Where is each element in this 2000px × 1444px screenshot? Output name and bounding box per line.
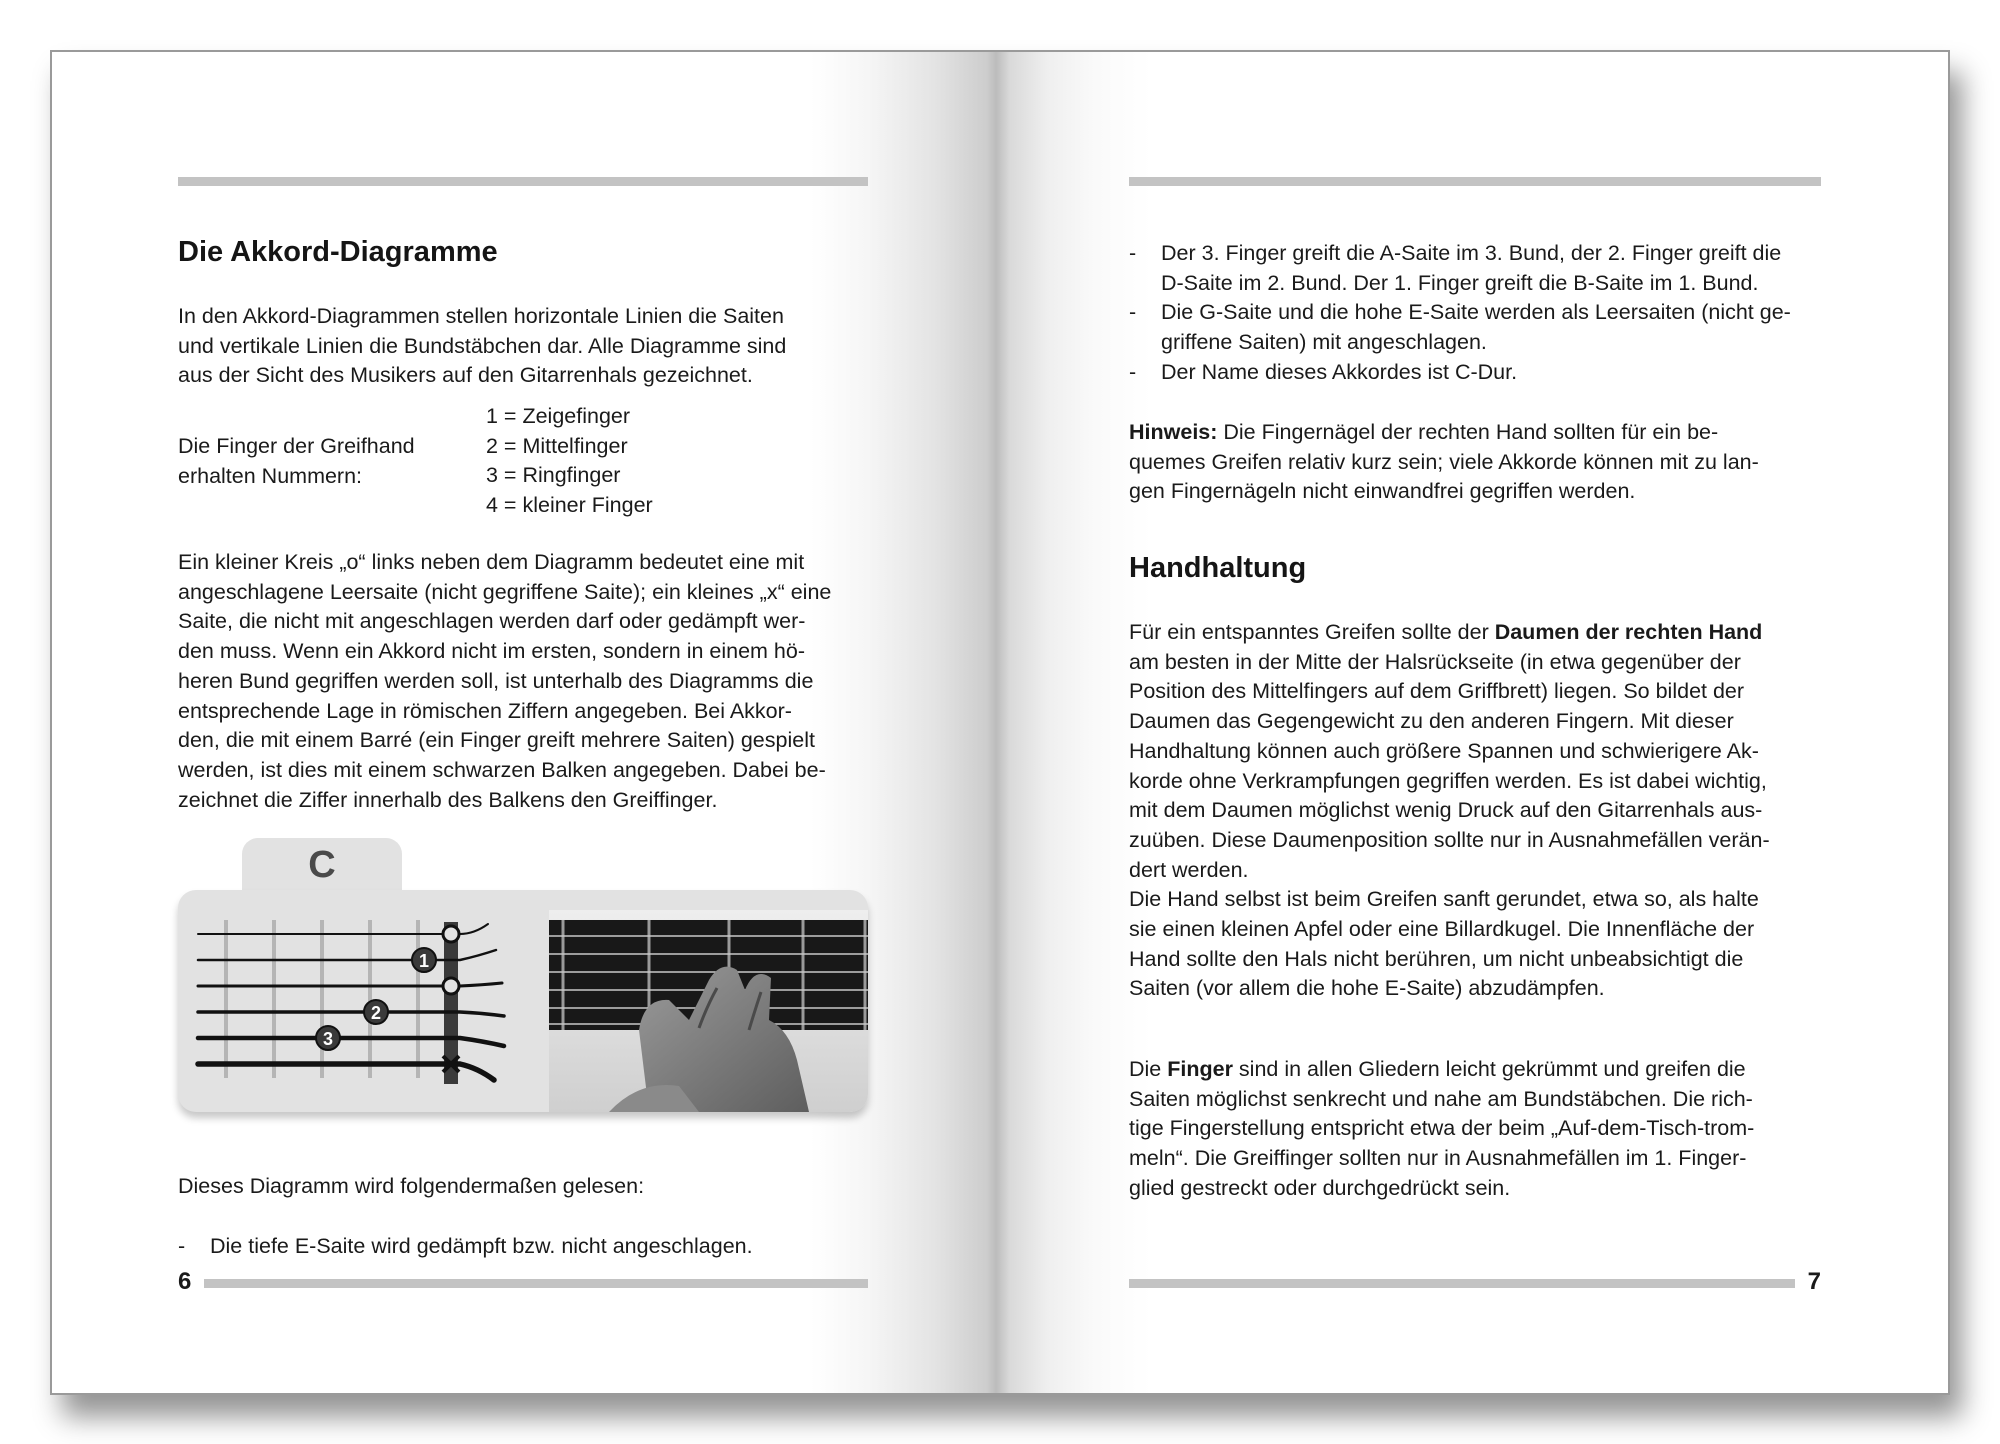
list-item (1129, 358, 1821, 388)
text-line (1129, 618, 1821, 648)
finger-number-list (486, 402, 653, 521)
text-line: Saiten möglichst senkrecht und nahe am Bundstäbchen. Die rich- (1129, 1086, 1753, 1111)
text-span: Die (1129, 1057, 1168, 1081)
text-line: Daumen das Gegengewicht zu den anderen Fingern. Mit dieser (1129, 709, 1734, 734)
reading-bullets-continued (1129, 239, 1821, 388)
text-line: zeichnet die Ziffer innerhalb des Balkens den Greiffinger. (178, 787, 718, 812)
text-line: und vertikale Linien die Bundstäbchen dar. Alle Diagramme sind (178, 333, 787, 358)
bullet-text: D-Saite im 2. Bund. Der 1. Finger greift die B-Saite im 1. Bund. (1161, 270, 1759, 295)
string-a (198, 1038, 504, 1046)
body-paragraph (178, 548, 868, 815)
text-line: gen Fingernägeln nicht einwandfrei gegriffen werden. (1129, 479, 1636, 504)
text-span: Für ein entspanntes Greifen sollte der (1129, 620, 1495, 644)
text-line: den muss. Wenn ein Akkord nicht im ersten, sondern in einem hö- (178, 639, 806, 664)
text-line: quemes Greifen relativ kurz sein; viele Akkorde können mit zu lan- (1129, 449, 1759, 474)
finger-dot-label: 1 (418, 951, 430, 971)
bullet-dash: - (1129, 359, 1137, 384)
list-item: 1 = Zeigefinger (486, 404, 631, 428)
text-line: glied gestreckt oder durchgedrückt sein. (1129, 1175, 1511, 1200)
text-line: tige Fingerstellung entspricht etwa der beim „Auf-dem-Tisch-trom- (1129, 1116, 1755, 1141)
bullet-text: Der Name dieses Akkordes ist C-Dur. (1161, 359, 1518, 384)
text-span: sind in allen Gliedern leicht gekrümmt und greifen die (1232, 1057, 1746, 1081)
section-heading: Handhaltung (1129, 552, 1307, 584)
text-line: Saiten (vor allem die hohe E-Saite) abzudämpfen. (1129, 976, 1605, 1001)
text-line: dert werden. (1129, 857, 1249, 882)
text-line: entsprechende Lage in römischen Ziffern angegeben. Bei Akkor- (178, 698, 792, 723)
open-string-marker (443, 978, 459, 994)
chord-grid (178, 890, 549, 1112)
text-line: Position des Mittelfingers auf dem Griffbrett) liegen. So bildet der (1129, 679, 1745, 704)
finger-label (178, 432, 415, 491)
finger-dot-label: 2 (370, 1003, 382, 1023)
hint-paragraph (1129, 418, 1821, 507)
finger-paragraph (1129, 1055, 1821, 1204)
text-line: Die Finger der Greifhand (178, 434, 415, 458)
text-line: werden, ist dies mit einem schwarzen Balken angegeben. Dabei be- (178, 757, 826, 782)
finger-dot-label: 3 (322, 1029, 334, 1049)
text-line: erhalten Nummern: (178, 463, 363, 488)
bullet-dash: - (178, 1234, 186, 1258)
text-line: Die Hand selbst ist beim Greifen sanft gerundet, etwa so, als halte (1129, 887, 1759, 912)
text-line: den, die mit einem Barré (ein Finger greift mehrere Saiten) gespielt (178, 728, 815, 753)
intro-paragraph (178, 302, 868, 391)
text-line: Handhaltung können auch größere Spannen und schwierigere Ak- (1129, 738, 1759, 763)
chord-name: C (308, 844, 336, 886)
thumb-paragraph (1129, 618, 1821, 1004)
emphasis: Daumen der rechten Hand (1494, 620, 1763, 644)
fretboard-hand-image (549, 910, 868, 1112)
bullet-text: Der 3. Finger greift die A-Saite im 3. Bund, der 2. Finger greift die (1161, 241, 1782, 265)
finger-dot (412, 948, 436, 972)
bullet-text: Die tiefe E-Saite wird gedämpft bzw. nicht angeschlagen. (210, 1234, 753, 1258)
list-item (178, 1232, 868, 1262)
header-rule (1129, 177, 1821, 186)
open-book (50, 50, 1950, 1395)
footer-rule (1129, 1279, 1795, 1288)
text-line: Saite, die nicht mit angeschlagen werden darf oder gedämpft wer- (178, 609, 806, 634)
bullet-dash: - (1129, 241, 1137, 265)
finger-dot (316, 1026, 340, 1050)
reading-intro: Dieses Diagramm wird folgendermaßen gelesen: (178, 1174, 645, 1198)
hint-label: Hinweis: (1129, 420, 1218, 444)
footer-rule (204, 1279, 868, 1288)
list-item: 2 = Mittelfinger (486, 433, 628, 458)
open-string-marker (443, 926, 459, 942)
text-line: Ein kleiner Kreis „o“ links neben dem Diagramm bedeutet eine mit (178, 550, 805, 574)
header-rule (178, 177, 868, 186)
reading-bullets (178, 1232, 868, 1262)
left-page (178, 52, 868, 1393)
text-line: meln“. Die Greiffinger sollten nur in Ausnahmefällen im 1. Finger- (1129, 1146, 1747, 1171)
chord-diagram (178, 890, 868, 1112)
text-line: mit dem Daumen möglichst wenig Druck auf den Gitarrenhals aus- (1129, 798, 1763, 823)
chord-name-tab (242, 838, 402, 898)
bullet-text: griffene Saiten) mit angeschlagen. (1161, 330, 1487, 355)
text-line (1129, 418, 1821, 448)
text-line: zuüben. Diese Daumenposition sollte nur in Ausnahmefällen verän- (1129, 827, 1770, 852)
emphasis: Finger (1167, 1057, 1233, 1081)
list-item (1129, 298, 1821, 357)
text-line: korde ohne Verkrampfungen gegriffen werden. Es ist dabei wichtig, (1129, 768, 1767, 793)
text-line: aus der Sicht des Musikers auf den Gitarrenhals gezeichnet. (178, 363, 753, 388)
text-line: Hand sollte den Hals nicht berühren, um nicht unbeabsichtigt die (1129, 946, 1744, 971)
section-heading: Die Akkord-Diagramme (178, 236, 498, 268)
list-item (1129, 239, 1821, 298)
text-line: In den Akkord-Diagrammen stellen horizontale Linien die Saiten (178, 304, 784, 328)
bullet-text: Die G-Saite und die hohe E-Saite werden als Leersaiten (nicht ge- (1161, 300, 1791, 325)
finger-dot (364, 1000, 388, 1024)
page-number: 7 (1807, 1268, 1821, 1295)
text-line (1129, 1055, 1821, 1085)
text-line: heren Bund gegriffen werden soll, ist unterhalb des Diagramms die (178, 668, 814, 693)
bullet-dash: - (1129, 300, 1137, 325)
list-item: 3 = Ringfinger (486, 463, 621, 488)
text-line: angeschlagene Leersaite (nicht gegriffene Saite); ein kleines „x“ eine (178, 579, 832, 604)
page-number: 6 (178, 1268, 192, 1295)
list-item: 4 = kleiner Finger (486, 493, 653, 518)
text-line: am besten in der Mitte der Halsrückseite (in etwa gegenüber der (1129, 649, 1741, 674)
right-page (1129, 52, 1821, 1393)
hand-photo (549, 910, 868, 1112)
text-line: sie einen kleinen Apfel oder eine Billardkugel. Die Innenfläche der (1129, 917, 1755, 942)
string-d (198, 1012, 504, 1016)
hint-text: Die Fingernägel der rechten Hand sollten für ein be- (1217, 420, 1719, 444)
